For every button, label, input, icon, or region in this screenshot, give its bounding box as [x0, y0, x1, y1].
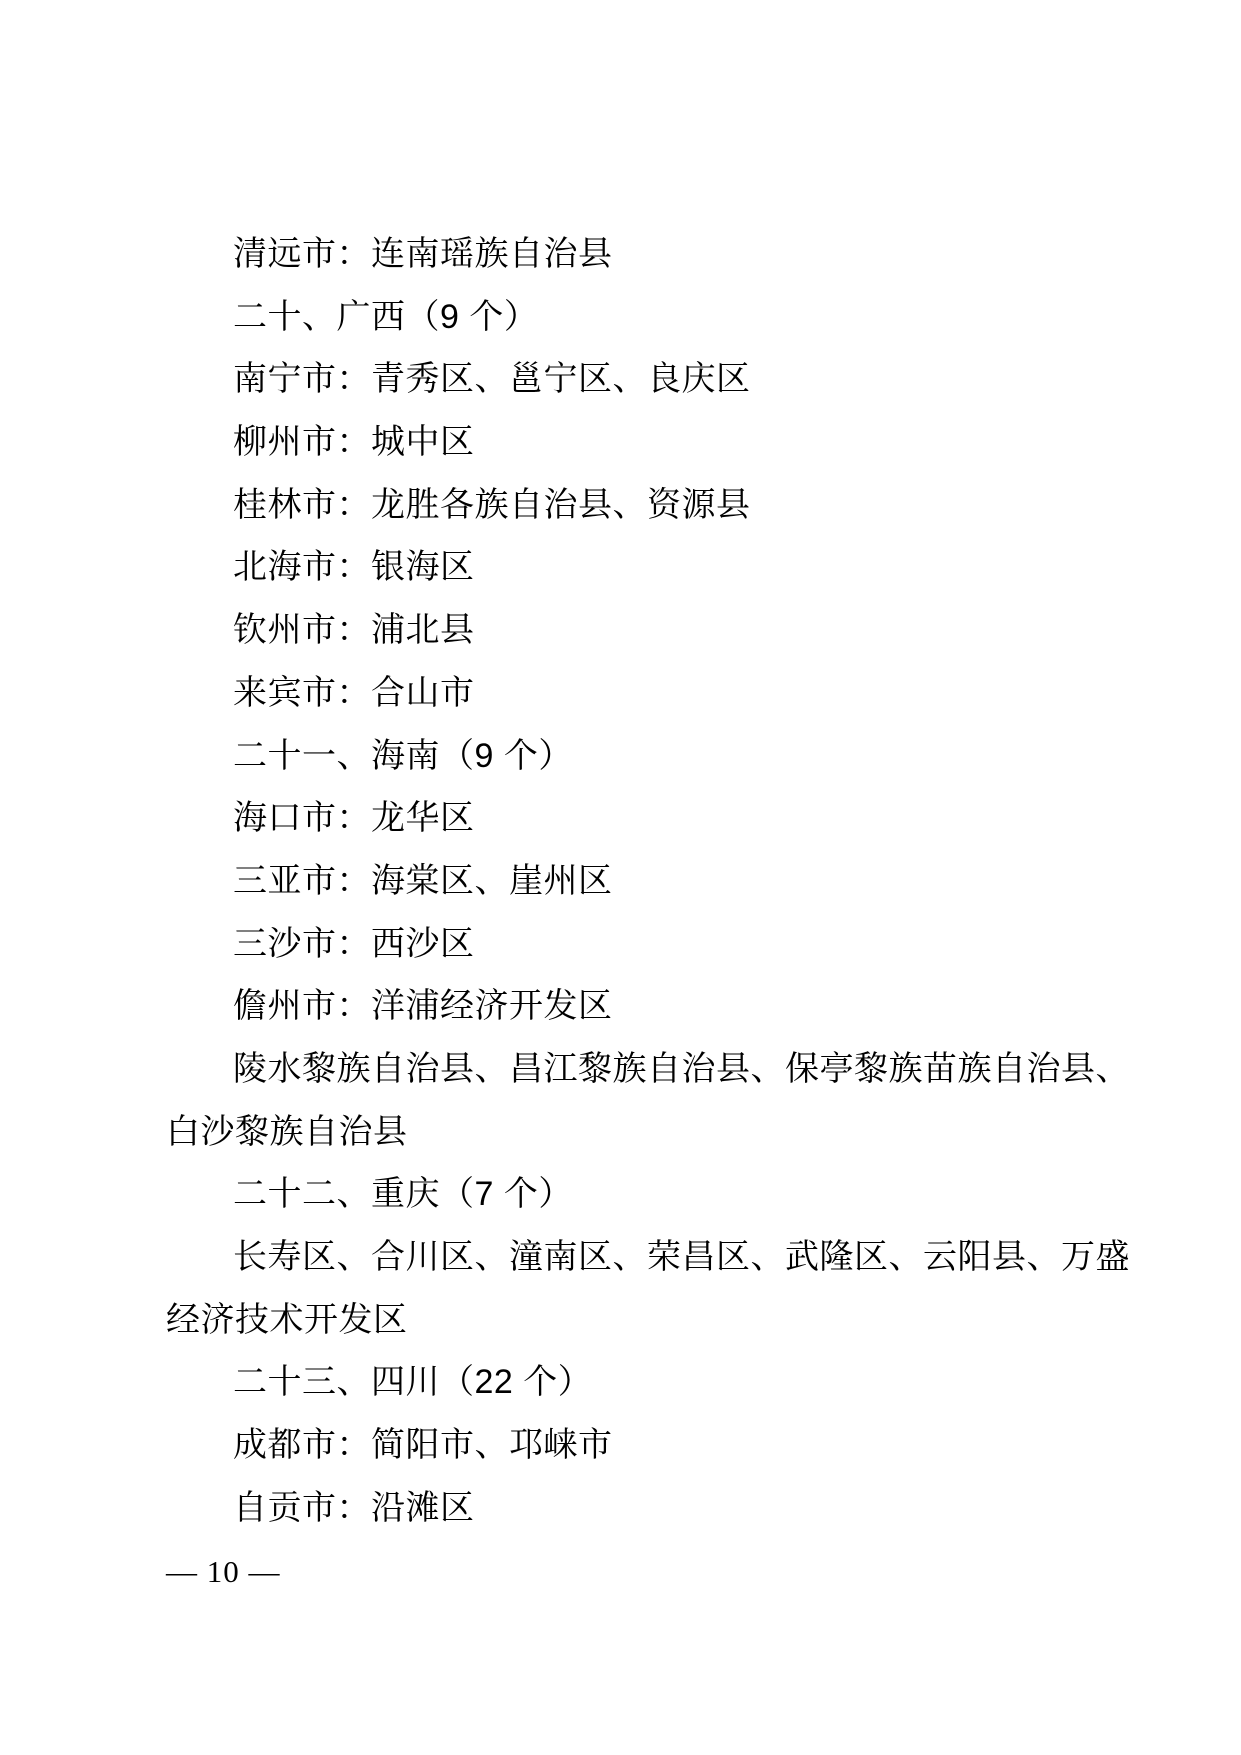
line-guilin: 桂林市：龙胜各族自治县、资源县	[233, 485, 751, 524]
line-liuzhou: 柳州市：城中区	[233, 423, 475, 462]
line-qinzhou: 钦州市：浦北县	[233, 611, 475, 650]
line-sansha: 三沙市：西沙区	[233, 924, 475, 963]
line-chongqing-districts-2: 经济技术开发区	[166, 1300, 408, 1339]
line-laibin: 来宾市：合山市	[233, 673, 475, 712]
section-heading-hainan: 二十一、海南（9 个）	[233, 736, 573, 775]
section-heading-guangxi: 二十、广西（9 个）	[233, 297, 539, 336]
line-hainan-counties-2: 白沙黎族自治县	[166, 1112, 408, 1151]
section-heading-sichuan: 二十三、四川（22 个）	[233, 1363, 593, 1402]
page-number: — 10 —	[166, 1554, 281, 1589]
line-hainan-counties-1: 陵水黎族自治县、昌江黎族自治县、保亭黎族苗族自治县、	[233, 1049, 1130, 1088]
line-qingyuan: 清远市：连南瑶族自治县	[233, 235, 613, 273]
line-chengdu: 成都市：简阳市、邛崃市	[233, 1426, 613, 1465]
line-beihai: 北海市：银海区	[233, 548, 475, 587]
section-heading-chongqing: 二十二、重庆（7 个）	[233, 1175, 573, 1214]
line-danzhou: 儋州市：洋浦经济开发区	[233, 987, 613, 1026]
line-nanning: 南宁市：青秀区、邕宁区、良庆区	[233, 360, 751, 399]
line-sanya: 三亚市：海棠区、崖州区	[233, 861, 613, 900]
line-haikou: 海口市：龙华区	[233, 799, 475, 838]
line-chongqing-districts-1: 长寿区、合川区、潼南区、荣昌区、武隆区、云阳县、万盛	[233, 1238, 1130, 1276]
document-body	[166, 223, 1130, 1539]
line-zigong: 自贡市：沿滩区	[233, 1488, 475, 1527]
